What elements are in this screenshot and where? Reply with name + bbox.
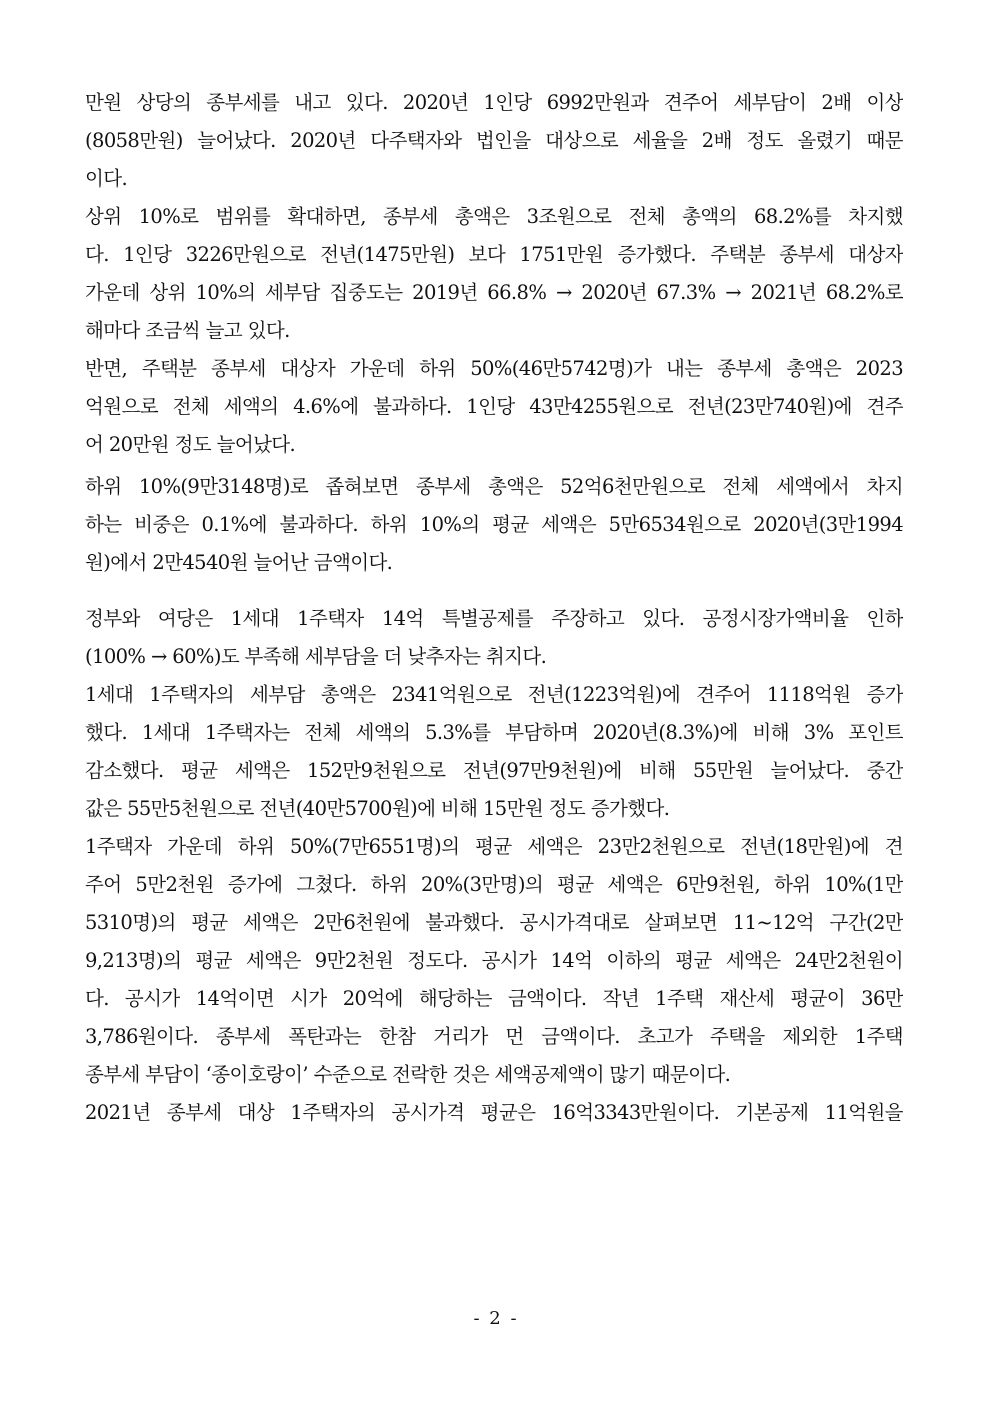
text-line: 억원으로 전체 세액의 4.6%에 불과하다. 1인당 43만4255원으로 전년(23만740원)에 견주 — [85, 395, 903, 418]
text-line: 다. 1인당 3226만원으로 전년(1475만원) 보다 1751만원 증가했다. 주택분 종부세 대상자 — [85, 243, 903, 266]
paragraph — [85, 350, 903, 464]
text-line: 가운데 상위 10%의 세부담 집중도는 2019년 66.8% → 2020년 67.3% → 2021년 68.2%로 — [85, 281, 903, 304]
text-line: 하는 비중은 0.1%에 불과하다. 하위 10%의 평균 세액은 5만6534원으로 2020년(3만1994 — [85, 513, 903, 536]
text-line: 감소했다. 평균 세액은 152만9천원으로 전년(97만9천원)에 비해 55만원 늘어났다. 중간 — [85, 759, 903, 782]
text-line: 원)에서 2만4540원 늘어난 금액이다. — [85, 551, 393, 574]
text-line: 했다. 1세대 1주택자는 전체 세액의 5.3%를 부담하며 2020년(8.3%)에 비해 3% 포인트 — [85, 721, 903, 744]
text-line: 이다. — [85, 167, 128, 190]
text-line: 2021년 종부세 대상 1주택자의 공시가격 평균은 16억3343만원이다. 기본공제 11억원을 — [85, 1101, 903, 1124]
paragraph — [85, 468, 903, 582]
text-line: 5310명)의 평균 세액은 2만6천원에 불과했다. 공시가격대로 살펴보면 11~12억 구간(2만 — [85, 911, 903, 934]
text-line: 어 20만원 정도 늘어났다. — [85, 433, 296, 456]
text-line: (100% → 60%)도 부족해 세부담을 더 낮추자는 취지다. — [85, 645, 547, 668]
paragraph — [85, 600, 903, 676]
page-number: - 2 - — [473, 1308, 519, 1329]
text-line: 1세대 1주택자의 세부담 총액은 2341억원으로 전년(1223억원)에 견주어 1118억원 증가 — [85, 683, 903, 706]
text-line: 상위 10%로 범위를 확대하면, 종부세 총액은 3조원으로 전체 총액의 68.2%를 차지했 — [85, 205, 903, 228]
paragraph — [85, 198, 903, 350]
text-line: 3,786원이다. 종부세 폭탄과는 한참 거리가 먼 금액이다. 초고가 주택을 제외한 1주택 — [85, 1025, 903, 1048]
text-line: 종부세 부담이 ‘종이호랑이’ 수준으로 전락한 것은 세액공제액이 많기 때문이다. — [85, 1063, 731, 1086]
document-body — [85, 84, 903, 1132]
text-line: 값은 55만5천원으로 전년(40만5700원)에 비해 15만원 정도 증가했다. — [85, 797, 670, 820]
text-line: 1주택자 가운데 하위 50%(7만6551명)의 평균 세액은 23만2천원으로 전년(18만원)에 견 — [85, 835, 903, 858]
text-line: 해마다 조금씩 늘고 있다. — [85, 319, 290, 342]
paragraph — [85, 84, 903, 198]
paragraph — [85, 1094, 903, 1132]
text-line: 하위 10%(9만3148명)로 좁혀보면 종부세 총액은 52억6천만원으로 전체 세액에서 차지 — [85, 475, 903, 498]
text-line: 반면, 주택분 종부세 대상자 가운데 하위 50%(46만5742명)가 내는 종부세 총액은 2023 — [85, 357, 903, 380]
text-line: 9,213명)의 평균 세액은 9만2천원 정도다. 공시가 14억 이하의 평균 세액은 24만2천원이 — [85, 949, 903, 972]
text-line: (8058만원) 늘어났다. 2020년 다주택자와 법인을 대상으로 세율을 2배 정도 올렸기 때문 — [85, 129, 903, 152]
text-line: 만원 상당의 종부세를 내고 있다. 2020년 1인당 6992만원과 견주어 세부담이 2배 이상 — [85, 91, 903, 114]
text-line: 주어 5만2천원 증가에 그쳤다. 하위 20%(3만명)의 평균 세액은 6만9천원, 하위 10%(1만 — [85, 873, 903, 896]
text-line: 다. 공시가 14억이면 시가 20억에 해당하는 금액이다. 작년 1주택 재산세 평균이 36만 — [85, 987, 903, 1010]
paragraph — [85, 676, 903, 828]
text-line: 정부와 여당은 1세대 1주택자 14억 특별공제를 주장하고 있다. 공정시장가액비율 인하 — [85, 607, 903, 630]
paragraph — [85, 828, 903, 1094]
